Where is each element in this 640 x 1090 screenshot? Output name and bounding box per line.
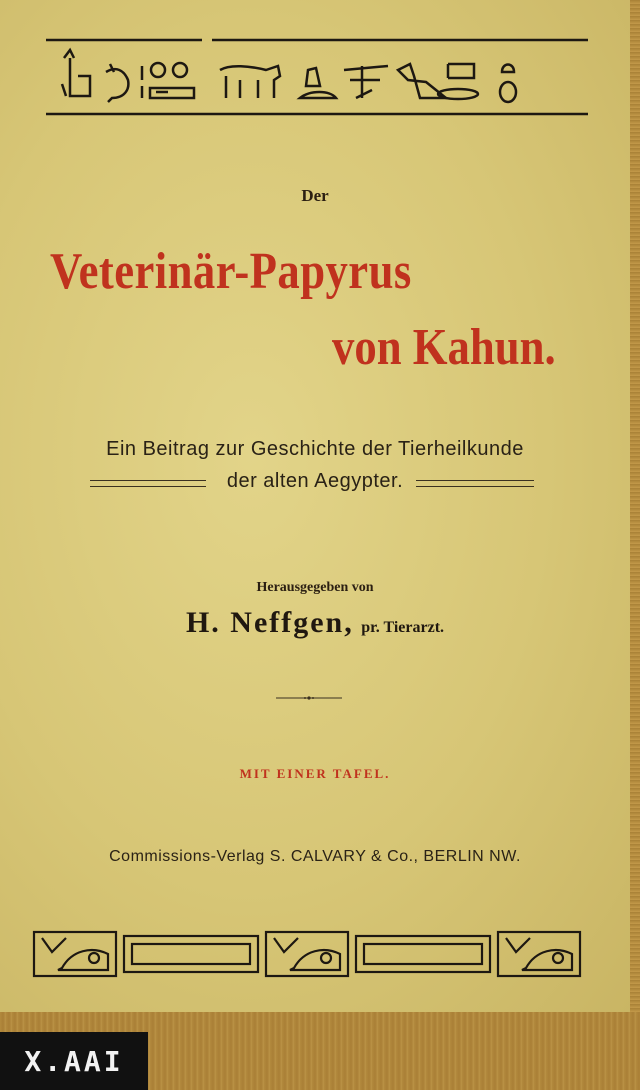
subtitle-line1: Ein Beitrag zur Geschichte der Tierheilkunde <box>106 438 524 460</box>
publisher-line: Commissions-Verlag S. CALVARY & Co., BERLIN NW. <box>109 848 521 865</box>
main-title-line2: von Kahun. <box>332 319 556 376</box>
main-title: Veterinär-Papyrus <box>50 243 412 300</box>
subtitle-line2: der alten Aegypter. <box>226 470 404 492</box>
editor-role: pr. Tierarzt. <box>361 619 445 636</box>
pre-title: Der <box>301 186 329 205</box>
editor-intro: Herausgegeben von <box>256 580 374 595</box>
library-label: X.AAI <box>0 1032 148 1090</box>
page-edge <box>630 0 640 1012</box>
border-ornament <box>32 928 584 980</box>
double-rule-right <box>416 480 534 487</box>
editor-name: H. Neffgen, <box>185 606 354 639</box>
divider-ornament <box>276 696 342 700</box>
editor-line <box>0 606 630 640</box>
plate-note: MIT EINER TAFEL. <box>239 766 391 781</box>
hieroglyph-band <box>44 36 590 116</box>
